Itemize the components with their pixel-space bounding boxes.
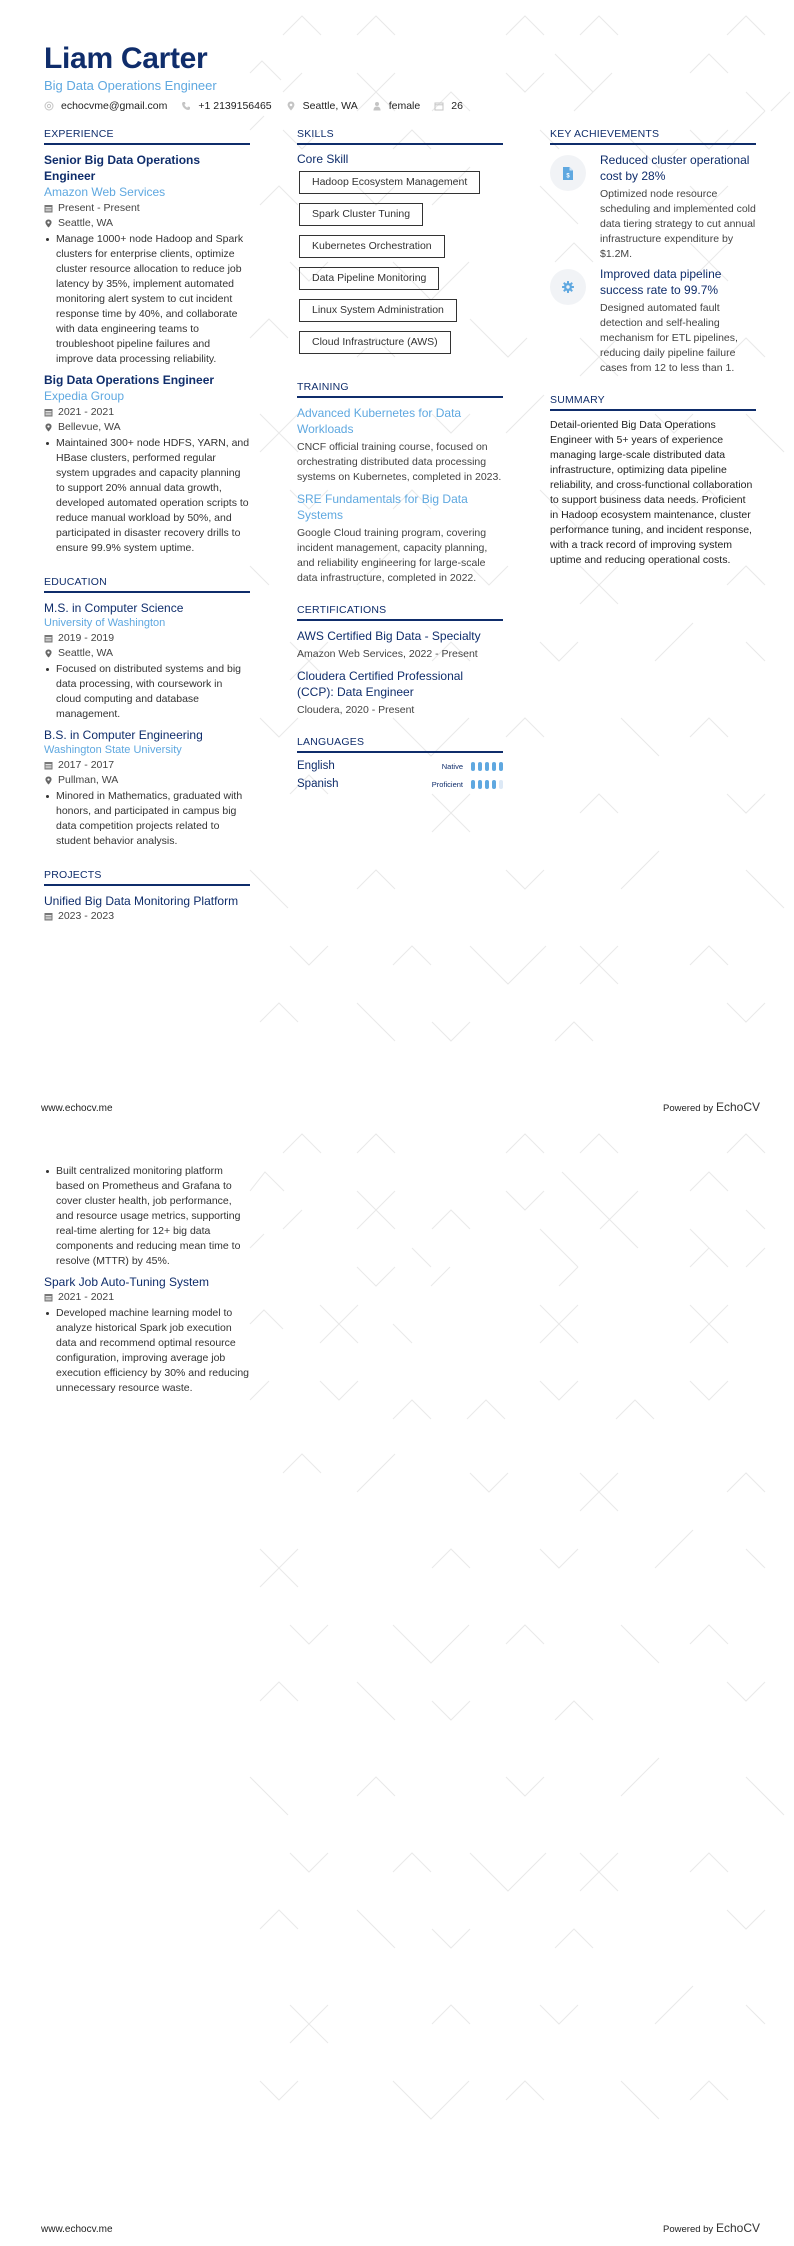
website-link[interactable]: www.echocv.me: [41, 1103, 113, 1114]
language-level: Native: [441, 761, 463, 771]
projects-section: [44, 869, 250, 924]
calendar-icon: [44, 204, 53, 213]
map-pin-icon: [44, 649, 53, 658]
job-role: Big Data Operations Engineer: [44, 373, 215, 387]
edu-location: Seattle, WA: [44, 646, 250, 661]
language-row: [297, 760, 503, 772]
achievements-heading: KEY ACHIEVEMENTS: [550, 128, 756, 145]
contact-location: Seattle, WA: [286, 100, 358, 112]
job-location: Seattle, WA: [44, 216, 250, 231]
certifications-heading: CERTIFICATIONS: [297, 604, 503, 621]
project-name: Spark Job Auto-Tuning System: [44, 1275, 209, 1289]
language-row: [297, 778, 503, 790]
degree-name: M.S. in Computer Science: [44, 601, 184, 615]
achievement-title: Reduced cluster operational cost by 28%: [600, 153, 750, 183]
training-section: [297, 381, 503, 586]
map-pin-icon: [44, 776, 53, 785]
project-item: [44, 1274, 250, 1396]
at-sign-icon: [44, 101, 54, 111]
resume-header: [44, 42, 477, 112]
user-icon: [372, 101, 382, 111]
proficiency-meter: [468, 780, 503, 789]
language-level: Proficient: [431, 779, 463, 789]
experience-section: [44, 128, 250, 556]
certification-title: AWS Certified Big Data - Specialty: [297, 629, 481, 643]
candidate-title: Big Data Operations Engineer: [44, 78, 217, 93]
certifications-section: [297, 604, 503, 718]
project-name: Unified Big Data Monitoring Platform: [44, 894, 239, 908]
svg-text:$: $: [566, 173, 570, 179]
calendar-icon: [44, 634, 53, 643]
middle-column: [297, 128, 503, 808]
powered-by: Powered by EchoCV: [663, 1100, 760, 1114]
page-footer: [41, 1100, 760, 1114]
skill-group-title: Core Skill: [297, 152, 349, 166]
company-name: Amazon Web Services: [44, 185, 166, 199]
experience-item: [44, 372, 250, 556]
training-desc: CNCF official training course, focused on orchestrating distributed data processing systems on Kubernetes, completed in 2023.: [297, 441, 502, 483]
achievement-item: [550, 266, 756, 376]
certification-title: Cloudera Certified Professional (CCP): Data Engineer: [297, 669, 464, 699]
education-heading: EDUCATION: [44, 576, 250, 593]
left-column-continued: [44, 1163, 250, 1401]
website-link[interactable]: www.echocv.me: [41, 2224, 113, 2235]
languages-heading: LANGUAGES: [297, 736, 503, 753]
edu-bullets: [44, 789, 250, 849]
page-footer: [41, 2221, 760, 2235]
contact-age: 26: [434, 100, 463, 112]
summary-text: Detail-oriented Big Data Operations Engineer with 5+ years of experience managing large-scale distributed data infrastructure, optimizing data pipeline reliability, and cross-functional collaboration to support business data needs. Proficient in Hadoop ecosystem maintenance, cluster performance tuning, and incident response, with a track record of improving system uptime and reducing operational costs.: [550, 419, 753, 566]
map-pin-icon: [44, 219, 53, 228]
powered-by: Powered by EchoCV: [663, 2221, 760, 2235]
education-section: [44, 576, 250, 849]
bullet-point: Built centralized monitoring platform based on Prometheus and Grafana to cover cluster health, job performance, and resource usage metrics, supporting real-time alerting for 12+ big data components and reducing mean time to resolve (MTTR) by 45%.: [44, 1164, 250, 1269]
project-bullets: [44, 1164, 250, 1269]
skill-chip: Hadoop Ecosystem Management: [299, 171, 480, 194]
job-dates: Present - Present: [44, 201, 250, 216]
skill-chip: Cloud Infrastructure (AWS): [299, 331, 451, 354]
project-dates: 2023 - 2023: [44, 909, 250, 924]
language-name: Spanish: [297, 778, 339, 790]
calendar-icon: [44, 1293, 53, 1302]
resume-page-2: [0, 1123, 794, 2246]
contact-bar: [44, 100, 477, 112]
skill-chip: Kubernetes Orchestration: [299, 235, 445, 258]
company-name: Expedia Group: [44, 389, 125, 403]
education-item: [44, 727, 250, 849]
calendar-icon: [434, 101, 444, 111]
calendar-icon: [44, 761, 53, 770]
training-item: [297, 491, 503, 586]
proficiency-meter: [468, 762, 503, 771]
edu-dates: 2019 - 2019: [44, 631, 250, 646]
certification-item: [297, 668, 503, 718]
achievement-title: Improved data pipeline success rate to 99.7%: [600, 267, 722, 297]
school-name: Washington State University: [44, 744, 182, 756]
bullet-point: Manage 1000+ node Hadoop and Spark clusters for enterprise clients, optimize cluster resource allocation to reduce job latency by 35%, implement automated monitoring alert system to cut incident response time by 40%, and collaborate with data engineering teams to troubleshoot pipeline failures and improve data processing reliability.: [44, 232, 250, 367]
training-desc: Google Cloud training program, covering incident management, capacity planning, and reliability engineering for large-scale data infrastructure, completed in 2022.: [297, 527, 488, 584]
phone-icon: [181, 101, 191, 111]
summary-heading: SUMMARY: [550, 394, 756, 411]
edu-dates: 2017 - 2017: [44, 758, 250, 773]
bullet-point: Focused on distributed systems and big data processing, with coursework in cloud computing and database management.: [44, 662, 250, 722]
bullet-point: Minored in Mathematics, graduated with honors, and participated in campus big data competition projects related to student behavior analysis.: [44, 789, 250, 849]
education-item: [44, 600, 250, 722]
job-bullets: [44, 436, 250, 556]
brand-logo[interactable]: EchoCV: [715, 2221, 760, 2235]
project-bullets: [44, 1306, 250, 1396]
language-name: English: [297, 760, 335, 772]
map-pin-icon: [44, 423, 53, 432]
gear-icon: [550, 269, 586, 305]
school-name: University of Washington: [44, 617, 166, 629]
achievement-desc: Optimized node resource scheduling and implemented cold data tiering strategy to cut annual infrastructure expenditure by $1.2M.: [600, 188, 756, 260]
languages-section: [297, 736, 503, 790]
training-title: SRE Fundamentals for Big Data Systems: [297, 492, 468, 522]
contact-email[interactable]: echocvme@gmail.com: [44, 100, 167, 112]
candidate-name: Liam Carter: [44, 42, 208, 75]
job-bullets: [44, 232, 250, 367]
bullet-point: Developed machine learning model to analyze historical Spark job execution data and recommend optimal resource configuration, improving average job execution efficiency by 30% and reducing unnecessary resource waste.: [44, 1306, 250, 1396]
project-item: [44, 893, 250, 924]
job-location: Bellevue, WA: [44, 420, 250, 435]
left-column: [44, 128, 250, 942]
skill-chips: [297, 171, 503, 363]
certification-issuer: Amazon Web Services, 2022 - Present: [297, 648, 478, 660]
training-item: [297, 405, 503, 485]
projects-heading: PROJECTS: [44, 869, 250, 886]
job-role: Senior Big Data Operations Engineer: [44, 153, 201, 183]
experience-item: [44, 152, 250, 367]
edu-location: Pullman, WA: [44, 773, 250, 788]
edu-bullets: [44, 662, 250, 722]
project-item: [44, 1164, 250, 1269]
bullet-point: Maintained 300+ node HDFS, YARN, and HBase clusters, performed regular system upgrades and capacity planning to support 20% annual data growth, developed automated operation scripts to reduce manual workload by 50%, and participated in disaster recovery drills to ensure 99.9% system uptime.: [44, 436, 250, 556]
achievement-desc: Designed automated fault detection and self-healing mechanism for ETL pipelines, reducing daily pipeline failure cases from 12 to less than 1.: [600, 302, 738, 374]
achievement-item: [550, 152, 756, 262]
job-dates: 2021 - 2021: [44, 405, 250, 420]
certification-item: [297, 628, 503, 662]
brand-logo[interactable]: EchoCV: [715, 1100, 760, 1114]
training-heading: TRAINING: [297, 381, 503, 398]
project-dates: 2021 - 2021: [44, 1290, 250, 1305]
contact-phone[interactable]: +1 2139156465: [181, 100, 271, 112]
skill-chip: Spark Cluster Tuning: [299, 203, 423, 226]
right-column: [550, 128, 756, 586]
invoice-dollar-icon: [550, 155, 586, 191]
experience-heading: EXPERIENCE: [44, 128, 250, 145]
skills-heading: SKILLS: [297, 128, 503, 145]
calendar-icon: [44, 408, 53, 417]
contact-gender: female: [372, 100, 421, 112]
skills-section: [297, 128, 503, 363]
summary-section: [550, 394, 756, 568]
map-pin-icon: [286, 101, 296, 111]
certification-issuer: Cloudera, 2020 - Present: [297, 704, 415, 716]
training-title: Advanced Kubernetes for Data Workloads: [297, 406, 462, 436]
calendar-icon: [44, 912, 53, 921]
achievements-section: [550, 128, 756, 376]
skill-chip: Linux System Administration: [299, 299, 457, 322]
degree-name: B.S. in Computer Engineering: [44, 728, 203, 742]
skill-chip: Data Pipeline Monitoring: [299, 267, 439, 290]
